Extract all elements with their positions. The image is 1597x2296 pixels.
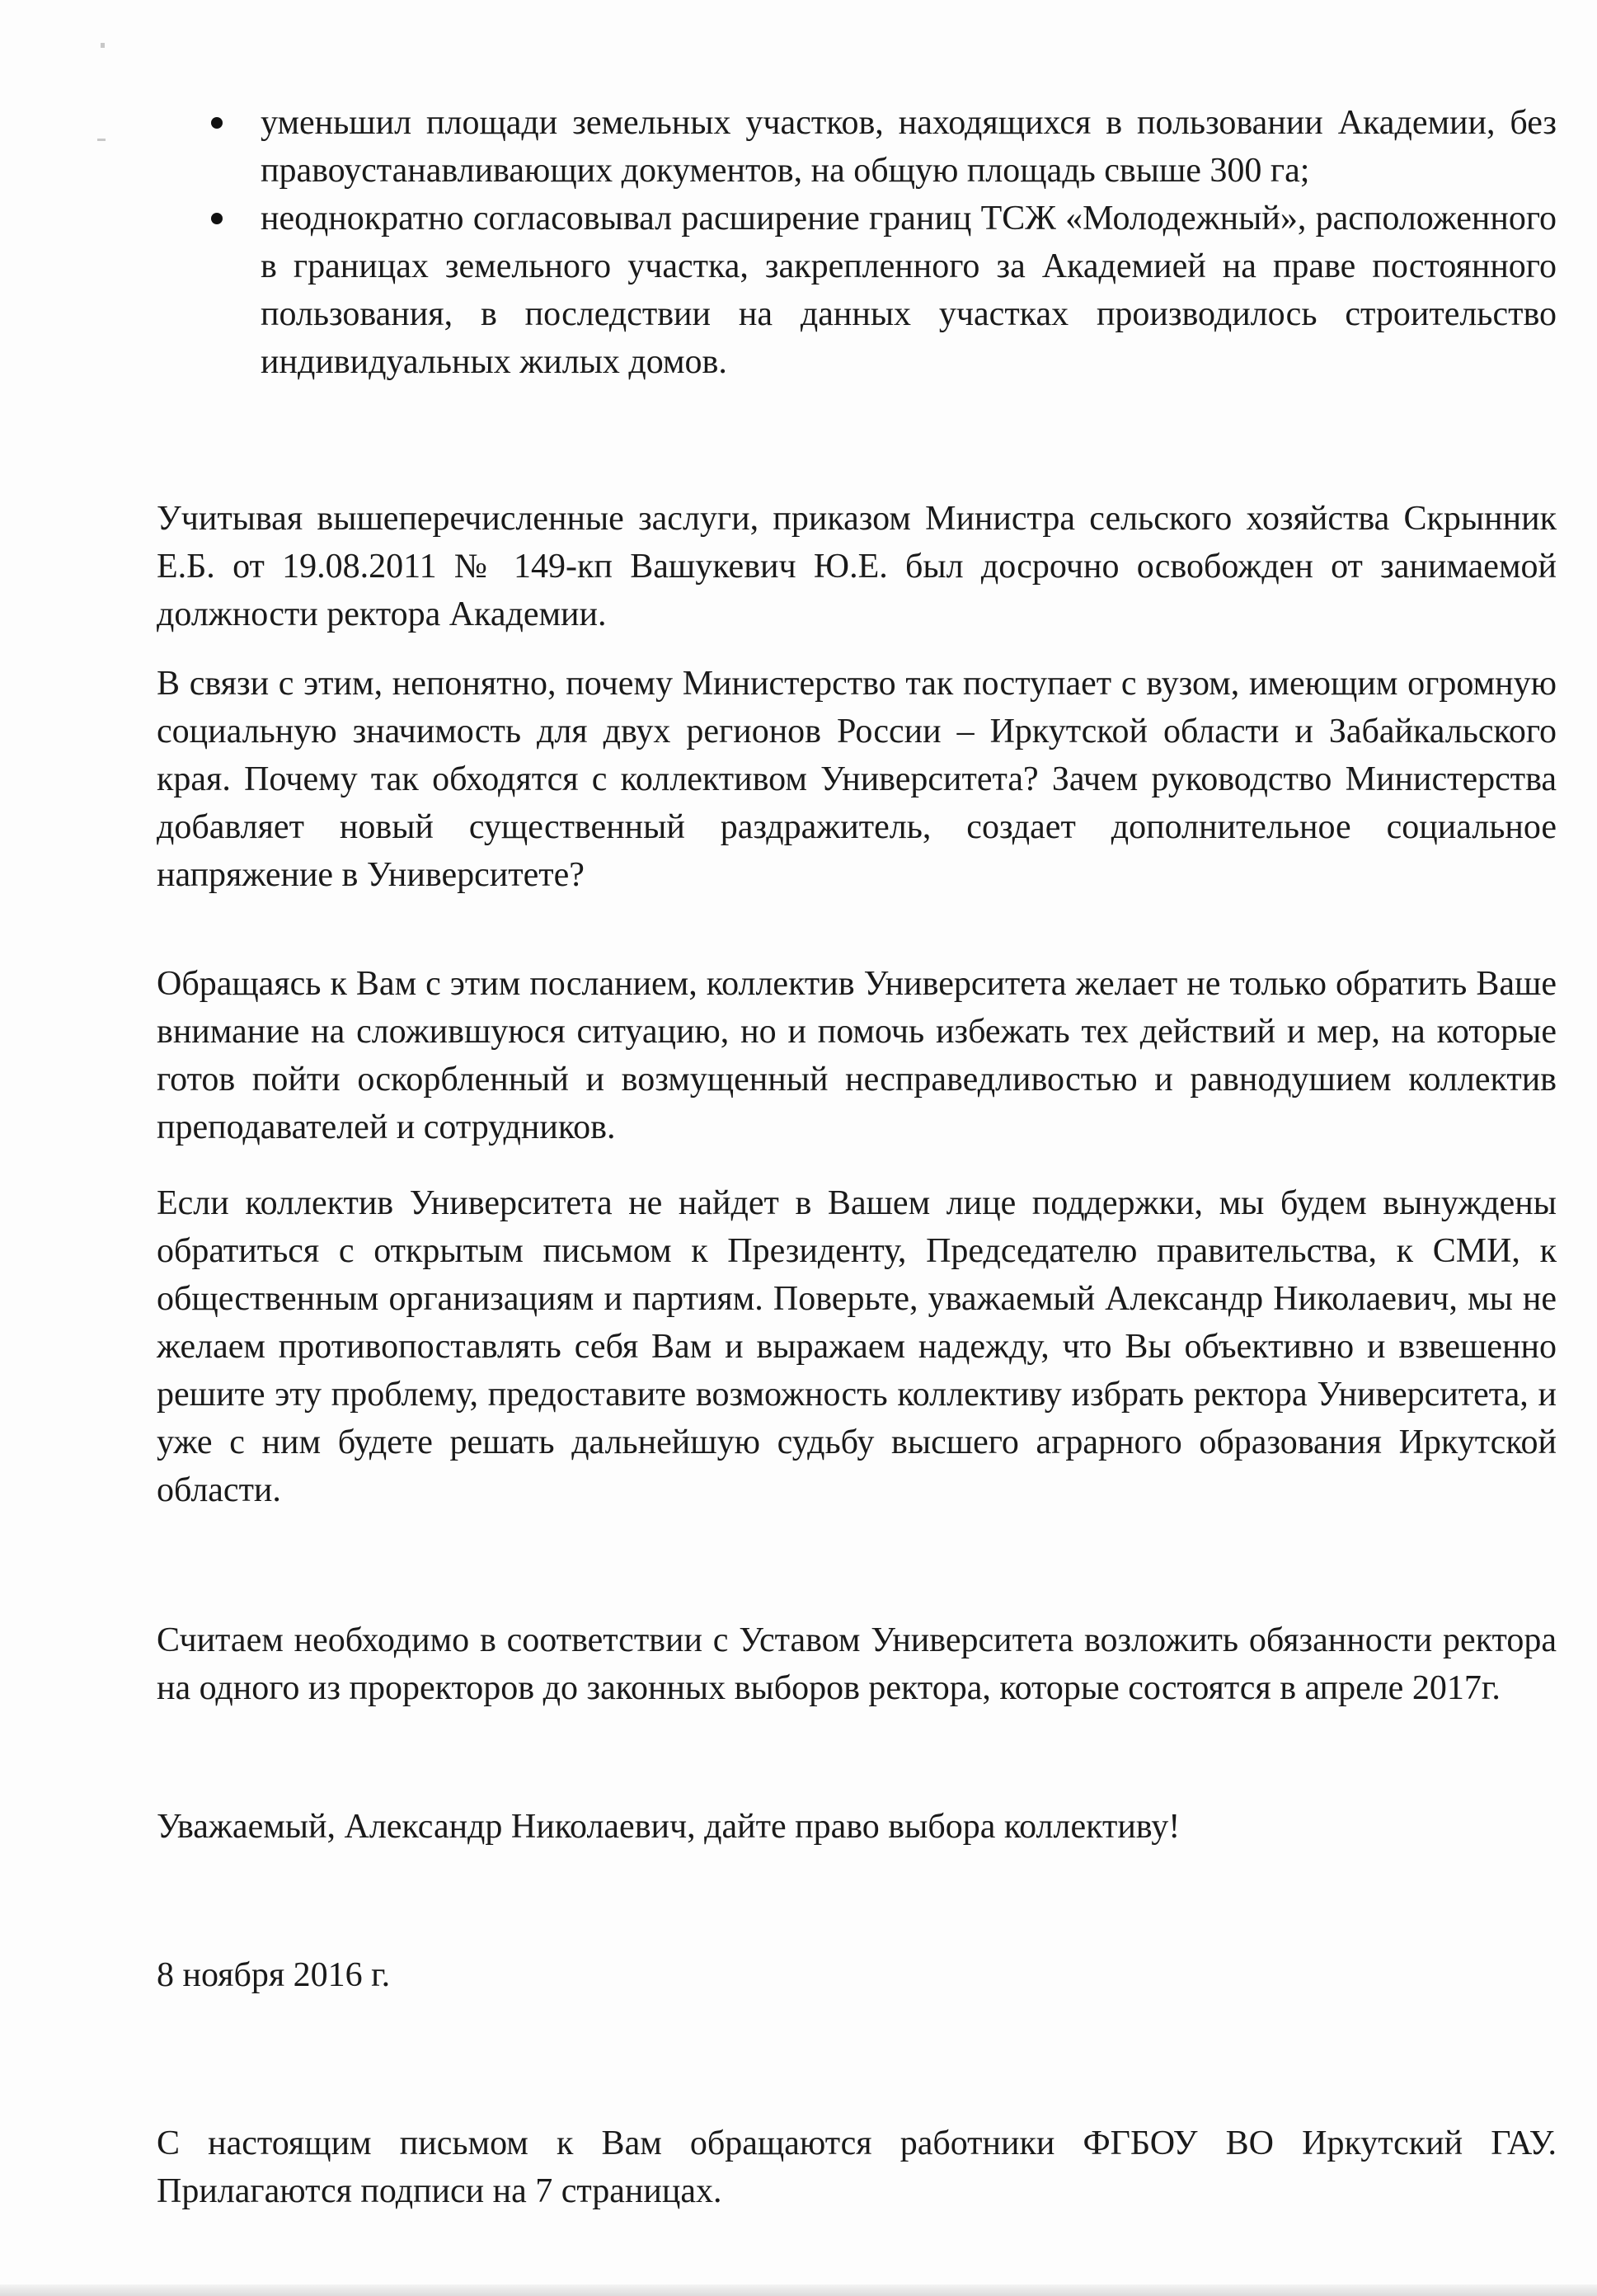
scan-bottom-edge — [0, 2284, 1597, 2296]
paragraph-warning: Если коллектив Университета не найдет в Вашем лице поддержки, мы будем вынуждены обратиться с открытым письмом к Президенту, Председателю правительства, к СМИ, к общественным организациям и партиям. Поверьте, уважаемый Александр Николаевич, мы не желаем противопоставлять себя Вам и выражаем надежду, что Вы объективно и взвешенно решите эту проблему, предоставите возможность коллективу избрать ректора Университета, и уже с ним будете решать дальнейшую судьбу высшего аграрного образования Иркутской области. — [157, 1184, 1557, 1509]
paragraph-request: Считаем необходимо в соответствии с Уставом Университета возложить обязанности ректора на одного из проректоров до законных выборов ректора, которые состоятся в апреле 2017г. — [157, 1621, 1557, 1707]
bullet-list — [204, 99, 1557, 386]
paragraph-appeal: Обращаясь к Вам с этим посланием, коллектив Университета желает не только обратить Ваше внимание на сложившуюся ситуацию, но и помочь избежать тех действий и мер, на которые готов пойти оскорбленный и возмущенный несправедливостью и равнодушием коллектив преподавателей и сотрудников. — [157, 965, 1557, 1146]
paragraph-plea: Уважаемый, Александр Николаевич, дайте право выбора коллективу! — [157, 1808, 1181, 1846]
paragraph-ministry-question: В связи с этим, непонятно, почему Министерство так поступает с вузом, имеющим огромную социальную значимость для двух регионов России – Иркутской области и Забайкальского края. Почему так обходятся с коллективом Университета? Зачем руководство Министерства добавляет новый существенный раздражитель, создает дополнительное социальное напряжение в Университете? — [157, 665, 1557, 894]
bullet-item — [204, 99, 1557, 195]
closing-statement: С настоящим письмом к Вам обращаются работники ФГБОУ ВО Иркутский ГАУ. Прилагаются подписи на 7 страницах. — [157, 2124, 1557, 2210]
bullet-text: неоднократно согласовывал расширение границ ТСЖ «Молодежный», расположенного в границах земельного участка, закрепленного за Академией на праве постоянного пользования, в последствии на данных участках производилось строительство индивидуальных жилых домов. — [261, 200, 1557, 381]
bullet-text: уменьшил площади земельных участков, находящихся в пользовании Академии, без правоустанавливающих документов, на общую площадь свыше 300 га; — [261, 104, 1557, 190]
letter-date: 8 ноября 2016 г. — [157, 1956, 391, 1994]
scan-speck — [97, 139, 106, 141]
scan-speck — [101, 43, 105, 48]
bullet-dot-icon — [211, 117, 223, 129]
bullet-item — [204, 195, 1557, 386]
bullet-dot-icon — [211, 213, 223, 224]
paragraph-dismissal: Учитывая вышеперечисленные заслуги, приказом Министра сельского хозяйства Скрынник Е.Б. от 19.08.2011 № 149-кп Вашукевич Ю.Е. был досрочно освобожден от занимаемой должности ректора Академии. — [157, 500, 1557, 633]
